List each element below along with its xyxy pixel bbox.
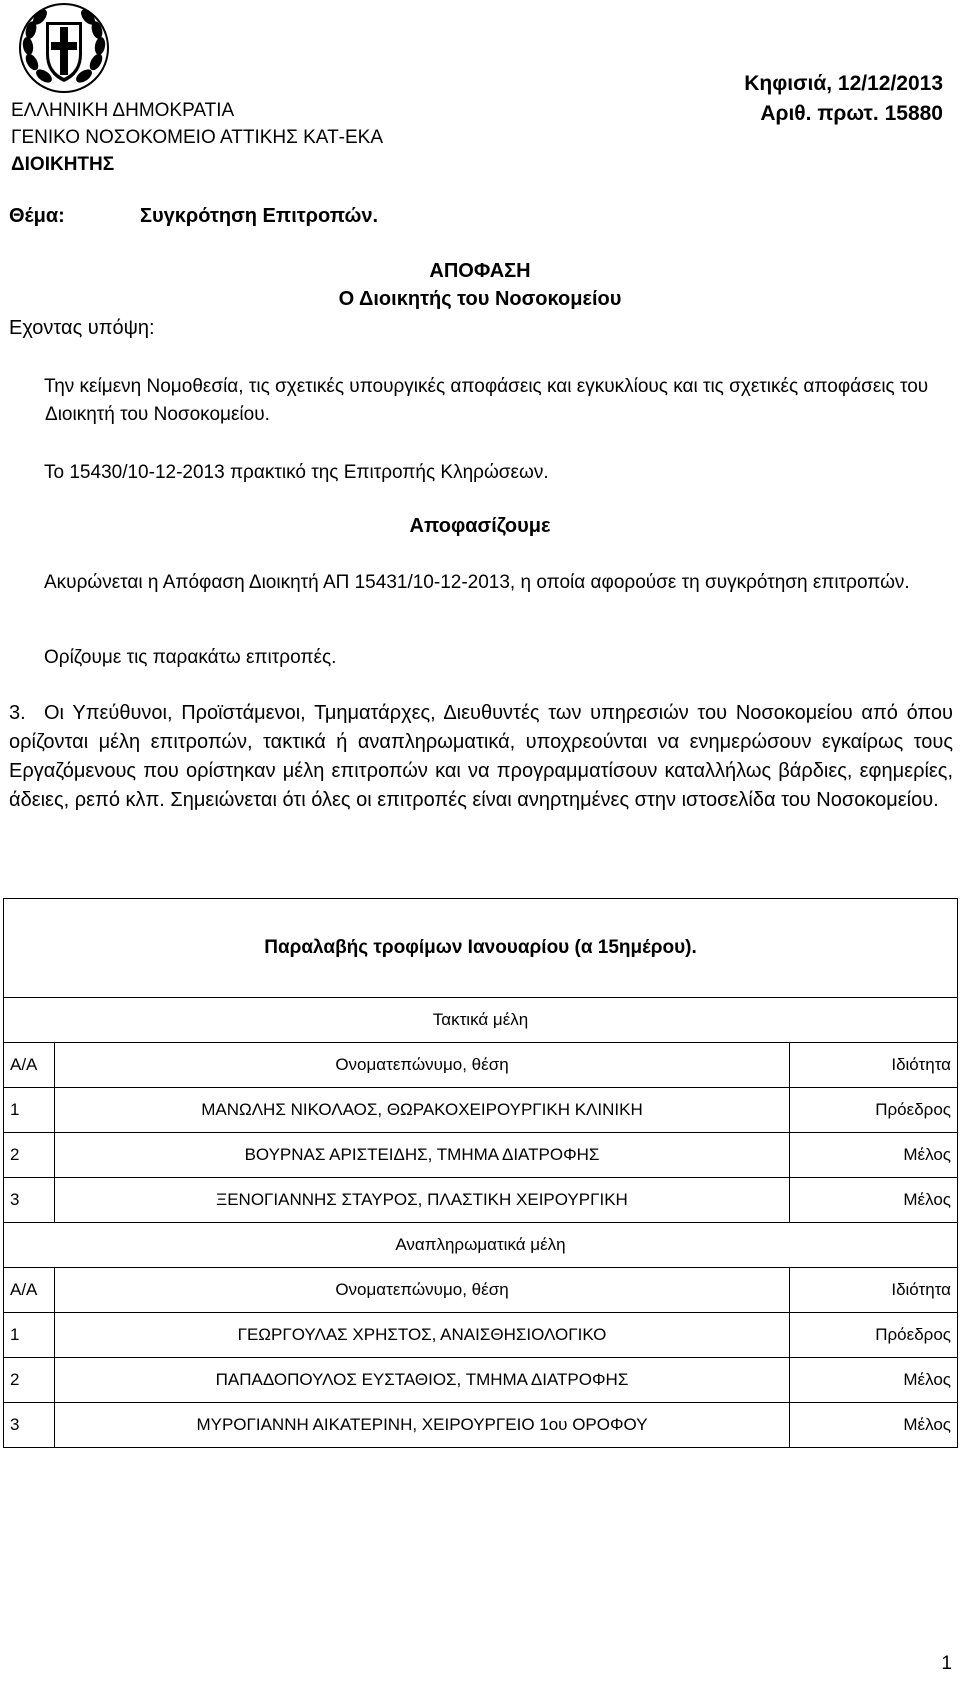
member-role: Μέλος — [790, 1403, 958, 1448]
place-date: Κηφισιά, 12/12/2013 — [744, 72, 943, 95]
table-row — [4, 1313, 958, 1358]
member-no: 3 — [4, 1403, 55, 1448]
protocol-number: Αριθ. πρωτ. 15880 — [760, 102, 943, 125]
item-number — [9, 644, 44, 672]
column-header-row — [4, 1043, 958, 1088]
column-header-role: Ιδιότητα — [790, 1268, 958, 1313]
column-header-row — [4, 1268, 958, 1313]
member-no: 3 — [4, 1178, 55, 1223]
member-name: ΓΕΩΡΓΟΥΛΑΣ ΧΡΗΣΤΟΣ, ΑΝΑΙΣΘΗΣΙΟΛΟΓΙΚΟ — [55, 1313, 790, 1358]
member-no: 2 — [4, 1358, 55, 1403]
member-name: ΞΕΝΟΓΙΑΝΝΗΣ ΣΤΑΥΡΟΣ, ΠΛΑΣΤΙΚΗ ΧΕΙΡΟΥΡΓΙΚΗ — [55, 1178, 790, 1223]
member-role: Μέλος — [790, 1358, 958, 1403]
item-number — [9, 459, 44, 487]
committee-title: Παραλαβής τροφίμων Ιανουαρίου (α 15ημέρου). — [4, 899, 958, 998]
item-text: Ορίζουμε τις παρακάτω επιτροπές. — [44, 647, 337, 668]
member-role: Μέλος — [790, 1133, 958, 1178]
considering-label: Εχοντας υπόψη: — [9, 317, 155, 339]
table-row — [4, 1088, 958, 1133]
greek-republic-emblem-icon — [18, 2, 110, 94]
member-role: Πρόεδρος — [790, 1313, 958, 1358]
we-decide-heading: Αποφασίζουμε — [409, 515, 551, 537]
committee-table — [3, 898, 958, 1448]
decision-heading — [0, 257, 960, 313]
item-text: Το 15430/10-12-2013 πρακτικό της Επιτροπής Κληρώσεων. — [44, 462, 549, 483]
issuer-block — [11, 97, 383, 178]
column-header-no: Α/Α — [4, 1268, 55, 1313]
table-row — [4, 1358, 958, 1403]
column-header-role: Ιδιότητα — [790, 1043, 958, 1088]
item-text: Την κείμενη Νομοθεσία, τις σχετικές υπουργικές αποφάσεις και εγκυκλίους και τις σχετικές αποφάσεις του Διοικητή του Νοσοκομείου. — [44, 376, 929, 425]
decision-title: ΑΠΟΦΑΣΗ — [429, 260, 531, 282]
section-row — [4, 998, 958, 1043]
column-header-name: Ονοματεπώνυμο, θέση — [55, 1268, 790, 1313]
committee-title-row — [4, 899, 958, 998]
item-number: 3. — [9, 702, 26, 724]
page-number: 1 — [941, 1653, 952, 1674]
issuer-country: ΕΛΛΗΝΙΚΗ ΔΗΜΟΚΡΑΤΙΑ — [11, 100, 235, 121]
subject-value: Συγκρότηση Επιτροπών. — [140, 205, 379, 227]
item-number — [9, 373, 44, 401]
member-name: ΜΥΡΟΓΙΑΝΝΗ ΑΙΚΑΤΕΡΙΝΗ, ΧΕΙΡΟΥΡΓΕΙΟ 1ου ΟΡΟΦΟΥ — [55, 1403, 790, 1448]
issuer-hospital: ΓΕΝΙΚΟ ΝΟΣΟΚΟΜΕΙΟ ΑΤΤΙΚΗΣ ΚΑΤ-ΕΚΑ — [11, 127, 384, 148]
item-number — [9, 569, 44, 597]
item-text: Οι Υπεύθυνοι, Προϊστάμενοι, Τμηματάρχες, Διευθυντές των υπηρεσιών του Νοσοκομείου από όπου ορίζονται μέλη επιτροπών, τακτικά ή αναπληρωματικά, υποχρεούνται να ενημερώσουν εγκαίρως τους Εργαζόμενους που ορίστηκαν μέλη επιτροπών και να προγραμματίσουν καταλλήλως βάρδιες, εφημερίες, άδειες, ρεπό κλπ. Σημειώνεται ότι όλες οι επιτροπές είναι ανηρτημένες στην ιστοσελίδα του Νοσοκομείου. — [9, 702, 953, 811]
alternate-members-heading: Αναπληρωματικά μέλη — [4, 1223, 958, 1268]
column-header-no: Α/Α — [4, 1043, 55, 1088]
consideration-item — [9, 459, 960, 487]
table-row — [4, 1403, 958, 1448]
member-name: ΜΑΝΩΛΗΣ ΝΙΚΟΛΑΟΣ, ΘΩΡΑΚΟΧΕΙΡΟΥΡΓΙΚΗ ΚΛΙΝΙΚΗ — [55, 1088, 790, 1133]
decision-item — [9, 569, 960, 597]
date-protocol-block — [744, 69, 943, 129]
decision-authority: Ο Διοικητής του Νοσοκομείου — [338, 288, 622, 310]
column-header-name: Ονοματεπώνυμο, θέση — [55, 1043, 790, 1088]
member-name: ΠΑΠΑΔΟΠΟΥΛΟΣ ΕΥΣΤΑΘΙΟΣ, ΤΜΗΜΑ ΔΙΑΤΡΟΦΗΣ — [55, 1358, 790, 1403]
member-role: Πρόεδρος — [790, 1088, 958, 1133]
decision-item — [9, 699, 953, 815]
member-name: ΒΟΥΡΝΑΣ ΑΡΙΣΤΕΙΔΗΣ, ΤΜΗΜΑ ΔΙΑΤΡΟΦΗΣ — [55, 1133, 790, 1178]
regular-members-heading: Τακτικά μέλη — [4, 998, 958, 1043]
subject-label: Θέμα: — [9, 205, 65, 227]
item-text: Ακυρώνεται η Απόφαση Διοικητή ΑΠ 15431/10-12-2013, η οποία αφορούσε τη συγκρότηση επιτροπών. — [44, 572, 910, 593]
table-row — [4, 1133, 958, 1178]
issuer-office: ΔΙΟΙΚΗΤΗΣ — [11, 154, 115, 175]
member-role: Μέλος — [790, 1178, 958, 1223]
member-no: 1 — [4, 1313, 55, 1358]
member-no: 2 — [4, 1133, 55, 1178]
decision-item — [9, 644, 960, 672]
section-row — [4, 1223, 958, 1268]
consideration-item — [9, 373, 960, 429]
member-no: 1 — [4, 1088, 55, 1133]
table-row — [4, 1178, 958, 1223]
